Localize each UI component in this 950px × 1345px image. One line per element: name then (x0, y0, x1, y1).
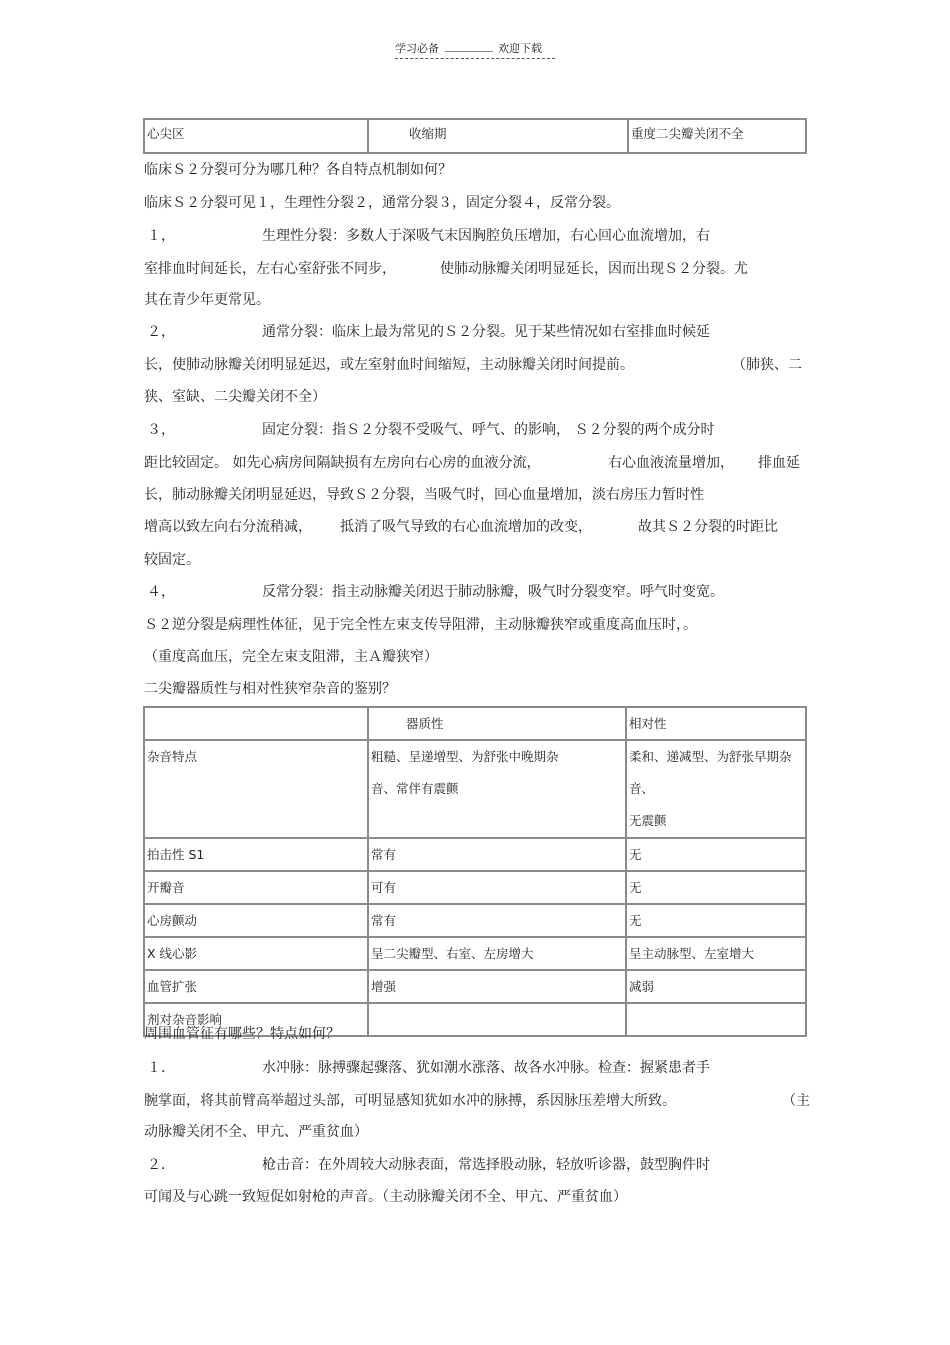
peripheral-question: 周围血管征有哪些？特点如何？ (144, 1026, 340, 1042)
peripheral-item-1 (144, 1058, 710, 1078)
item-number: ２． (147, 1157, 175, 1173)
relative-cell (626, 740, 806, 838)
text-span: 抵消了吸气导致的右心血流增加的改变， (340, 519, 592, 535)
table-row (144, 904, 806, 937)
table-header-cell (144, 707, 368, 740)
row-label: 剂对杂音影响 (144, 1003, 368, 1036)
item-number: ２， (147, 324, 175, 340)
item-text: 通常分裂：临床上最为常见的Ｓ２分裂。见于某些情况如右室排血时候延 (262, 324, 710, 340)
text-span: 使肺动脉瓣关闭明显延长，因而出现Ｓ２分裂。尤 (440, 261, 748, 277)
cell-line: 粗糙、呈递增型、为舒张中晚期杂 (371, 749, 559, 764)
text-span: 距比较固定。 如先心病房间隔缺损有左房向右心房的血液分流， (144, 455, 541, 471)
row-label: 拍击性 S1 (144, 838, 368, 871)
relative-cell: 无 (626, 871, 806, 904)
table-header-row (144, 707, 806, 740)
s2-item-4 (144, 582, 724, 602)
header-right: 欢迎下载 (498, 42, 542, 55)
table-cell: 心尖区 (144, 119, 368, 153)
s2-item-3-line-3: 长，肺动脉瓣关闭明显延迟，导致Ｓ２分裂，当吸气时，回心血量增加，淡右房压力暂时性 (144, 487, 704, 503)
text-span: 排血延 (758, 455, 800, 471)
s2-item-3-line-5: 较固定。 (144, 552, 200, 568)
s2-item-3-line-2 (144, 453, 800, 473)
s2-item-2-line-3: 狭、室缺、二尖瓣关闭不全） (144, 389, 326, 405)
peripheral-item-1-line-2 (144, 1091, 810, 1111)
s2-item-1-line-3: 其在青少年更常见。 (144, 292, 270, 308)
table-header-cell: 器质性 (368, 707, 626, 740)
mitral-question: 二尖瓣器质性与相对性狭窄杂音的鉴别？ (144, 681, 396, 697)
row-label: 杂音特点 (144, 740, 368, 838)
organic-cell (368, 740, 626, 838)
text-span: 长，使肺动脉瓣关闭明显延迟，或左室射血时间缩短，主动脉瓣关闭时间提前。 (144, 357, 634, 373)
table-cell: 收缩期 (368, 119, 628, 153)
peripheral-item-1-line-3: 动脉瓣关闭不全、甲亢、严重贫血） (144, 1124, 368, 1140)
relative-cell (626, 1003, 806, 1036)
table-row (144, 937, 806, 970)
cell-line: 音、常伴有震颤 (371, 781, 459, 796)
mitral-comparison-table (143, 706, 807, 1037)
s2-item-2 (144, 322, 710, 342)
s2-question: 临床Ｓ２分裂可分为哪几种？各自特点机制如何？ (144, 162, 452, 178)
text-span: 室排血时间延长，左右心室舒张不同步， (144, 261, 396, 277)
s2-answer: 临床Ｓ２分裂可见１，生理性分裂２，通常分裂３，固定分裂４，反常分裂。 (144, 195, 620, 211)
table-cell: 重度二尖瓣关闭不全 (628, 119, 806, 153)
item-text: 水冲脉：脉搏骤起骤落、犹如潮水涨落、故各水冲脉。检查：握紧患者手 (262, 1060, 710, 1076)
item-text: 生理性分裂：多数人于深吸气末因胸腔负压增加，右心回心血流增加，右 (262, 228, 710, 244)
row-label: 开瓣音 (144, 871, 368, 904)
organic-cell (368, 1003, 626, 1036)
table-row (144, 740, 806, 838)
row-label: 心房颤动 (144, 904, 368, 937)
page-header (395, 40, 555, 59)
item-number: １， (147, 228, 175, 244)
table-header-cell: 相对性 (626, 707, 806, 740)
row-label: X 线心影 (144, 937, 368, 970)
text-span: 右心血液流量增加， (608, 455, 734, 471)
header-left: 学习必备 (395, 42, 439, 55)
item-text: 反常分裂：指主动脉瓣关闭迟于肺动脉瓣，吸气时分裂变窄。呼气时变宽。 (262, 584, 724, 600)
text-span: （肺狭、二 (732, 357, 802, 373)
relative-cell: 无 (626, 904, 806, 937)
table-row (144, 119, 806, 153)
item-text: 枪击音：在外周较大动脉表面，常选择股动脉，轻放听诊器，鼓型胸件时 (262, 1157, 710, 1173)
table-row (144, 838, 806, 871)
text-span: 故其Ｓ２分裂的时距比 (638, 519, 778, 535)
organic-cell: 呈二尖瓣型、右室、左房增大 (368, 937, 626, 970)
peripheral-item-2-line-2: 可闻及与心跳一致短促如射枪的声音。（主动脉瓣关闭不全、甲亢、严重贫血） (144, 1189, 627, 1205)
item-text: 固定分裂：指Ｓ２分裂不受吸气、呼气、的影响， Ｓ２分裂的两个成分时 (262, 422, 715, 438)
relative-cell: 减弱 (626, 970, 806, 1003)
s2-item-1-line-2 (144, 259, 748, 279)
organic-cell: 增强 (368, 970, 626, 1003)
organic-cell: 可有 (368, 871, 626, 904)
text-span: 腕掌面，将其前臂高举超过头部，可明显感知犹如水冲的脉搏，系因脉压差增大所致。 (144, 1093, 676, 1109)
organic-cell: 常有 (368, 904, 626, 937)
relative-cell: 无 (626, 838, 806, 871)
s2-item-2-line-2 (144, 355, 802, 375)
item-number: ４， (147, 584, 175, 600)
auscultation-table (143, 118, 807, 154)
cell-line: 无震颤 (629, 813, 667, 828)
s2-item-4-line-3: （重度高血压，完全左束支阻滞，主Ａ瓣狭窄） (144, 649, 438, 665)
s2-item-1 (144, 226, 710, 246)
item-number: ３， (147, 422, 175, 438)
s2-item-4-line-2: Ｓ２逆分裂是病理性体征，见于完全性左束支传导阻滞，主动脉瓣狭窄或重度高血压时，。 (144, 617, 697, 633)
item-number: １． (147, 1060, 175, 1076)
cell-line: 柔和、递减型、为舒张早期杂音、 (629, 749, 792, 796)
relative-cell: 呈主动脉型、左室增大 (626, 937, 806, 970)
peripheral-item-2 (144, 1155, 710, 1175)
row-label: 血管扩张 (144, 970, 368, 1003)
header-divider (445, 41, 493, 52)
organic-cell: 常有 (368, 838, 626, 871)
s2-item-3-line-4 (144, 517, 778, 537)
table-row (144, 871, 806, 904)
s2-item-3 (144, 420, 714, 440)
table-row (144, 970, 806, 1003)
text-span: （主 (782, 1093, 810, 1109)
text-span: 增高以致左向右分流稍减， (144, 519, 312, 535)
